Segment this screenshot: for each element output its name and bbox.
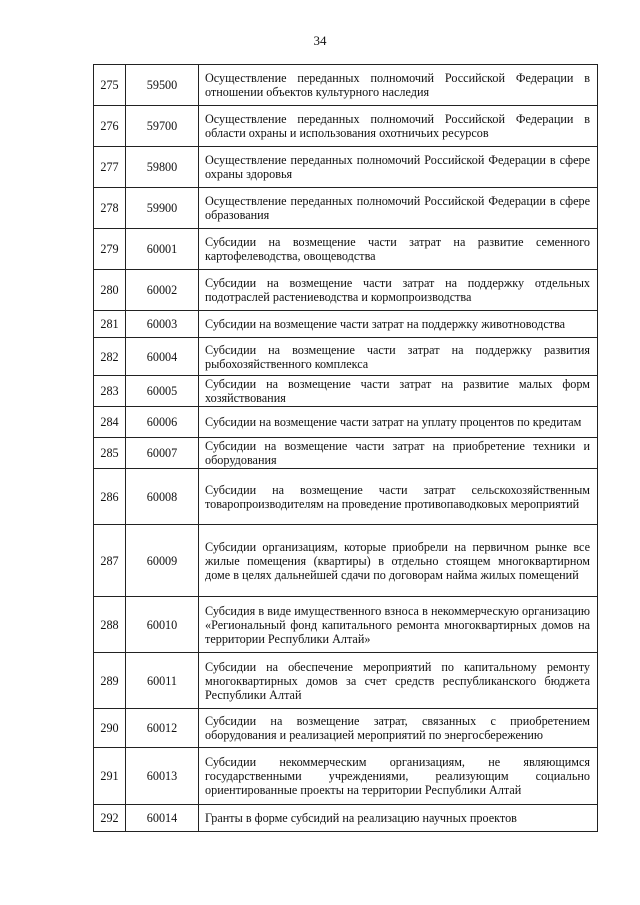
row-code: 60010	[126, 597, 199, 653]
table-row	[94, 407, 598, 438]
table-row	[94, 469, 598, 525]
row-description: Субсидии на возмещение части затрат на уплату процентов по кредитам	[199, 407, 598, 438]
table-row	[94, 597, 598, 653]
row-description: Осуществление переданных полномочий Российской Федерации в сфере образования	[199, 188, 598, 229]
row-number: 290	[94, 709, 126, 748]
table-row	[94, 147, 598, 188]
row-number: 277	[94, 147, 126, 188]
table-row	[94, 805, 598, 832]
table-row	[94, 748, 598, 805]
row-code: 60008	[126, 469, 199, 525]
row-description: Субсидии на возмещение части затрат сельскохозяйственным товаропроизводителям на проведение противопаводковых мероприятий	[199, 469, 598, 525]
row-code: 60009	[126, 525, 199, 597]
row-description: Субсидии на возмещение затрат, связанных с приобретением оборудования и реализацией мероприятий по энергосбережению	[199, 709, 598, 748]
row-code: 59500	[126, 65, 199, 106]
row-description: Осуществление переданных полномочий Российской Федерации в сфере охраны здоровья	[199, 147, 598, 188]
row-description: Субсидии на возмещение части затрат на приобретение техники и оборудования	[199, 438, 598, 469]
row-number: 292	[94, 805, 126, 832]
row-description: Субсидия в виде имущественного взноса в некоммерческую организацию «Региональный фонд капитального ремонта многоквартирных домов на территории Республики Алтай»	[199, 597, 598, 653]
table-row	[94, 229, 598, 270]
row-number: 285	[94, 438, 126, 469]
row-code: 60011	[126, 653, 199, 709]
table-row	[94, 438, 598, 469]
row-description: Субсидии на обеспечение мероприятий по капитальному ремонту многоквартирных домов за счет средств республиканского бюджета Республики Алтай	[199, 653, 598, 709]
budget-codes-table	[93, 64, 598, 832]
row-number: 284	[94, 407, 126, 438]
row-number: 275	[94, 65, 126, 106]
table-row	[94, 188, 598, 229]
row-number: 279	[94, 229, 126, 270]
row-number: 289	[94, 653, 126, 709]
table-row	[94, 65, 598, 106]
row-description: Субсидии на возмещение части затрат на развитие малых форм хозяйствования	[199, 376, 598, 407]
row-code: 60007	[126, 438, 199, 469]
table-row	[94, 311, 598, 338]
row-description: Осуществление переданных полномочий Российской Федерации в отношении объектов культурного наследия	[199, 65, 598, 106]
row-description: Субсидии на возмещение части затрат на поддержку животноводства	[199, 311, 598, 338]
row-number: 278	[94, 188, 126, 229]
row-number: 280	[94, 270, 126, 311]
row-description: Субсидии на возмещение части затрат на поддержку развития рыбохозяйственного комплекса	[199, 338, 598, 376]
row-description: Осуществление переданных полномочий Российской Федерации в области охраны и использования охотничьих ресурсов	[199, 106, 598, 147]
table-row	[94, 338, 598, 376]
table-row	[94, 376, 598, 407]
table-row	[94, 709, 598, 748]
row-code: 60003	[126, 311, 199, 338]
row-description: Субсидии некоммерческим организациям, не являющимся государственными учреждениями, реализующим социально ориентированные проекты на территории Республики Алтай	[199, 748, 598, 805]
page-number: 34	[313, 33, 327, 48]
table-row	[94, 653, 598, 709]
row-number: 286	[94, 469, 126, 525]
row-code: 59900	[126, 188, 199, 229]
row-description: Субсидии на возмещение части затрат на развитие семенного картофелеводства, овощеводства	[199, 229, 598, 270]
row-code: 59800	[126, 147, 199, 188]
row-code: 60006	[126, 407, 199, 438]
table-row	[94, 270, 598, 311]
table-row	[94, 106, 598, 147]
row-description: Гранты в форме субсидий на реализацию научных проектов	[199, 805, 598, 832]
table-row	[94, 525, 598, 597]
row-number: 288	[94, 597, 126, 653]
row-number: 283	[94, 376, 126, 407]
row-code: 60004	[126, 338, 199, 376]
row-code: 60002	[126, 270, 199, 311]
row-code: 60014	[126, 805, 199, 832]
row-description: Субсидии организациям, которые приобрели на первичном рынке все жилые помещения (квартиры) в отдельно стоящем многоквартирном доме в целях дальнейшей сдачи по договорам найма жилых помещений	[199, 525, 598, 597]
row-number: 282	[94, 338, 126, 376]
row-code: 60001	[126, 229, 199, 270]
row-number: 276	[94, 106, 126, 147]
row-code: 60013	[126, 748, 199, 805]
row-number: 281	[94, 311, 126, 338]
row-number: 287	[94, 525, 126, 597]
row-code: 60005	[126, 376, 199, 407]
row-description: Субсидии на возмещение части затрат на поддержку отдельных подотраслей растениеводства и кормопроизводства	[199, 270, 598, 311]
row-code: 60012	[126, 709, 199, 748]
row-code: 59700	[126, 106, 199, 147]
row-number: 291	[94, 748, 126, 805]
